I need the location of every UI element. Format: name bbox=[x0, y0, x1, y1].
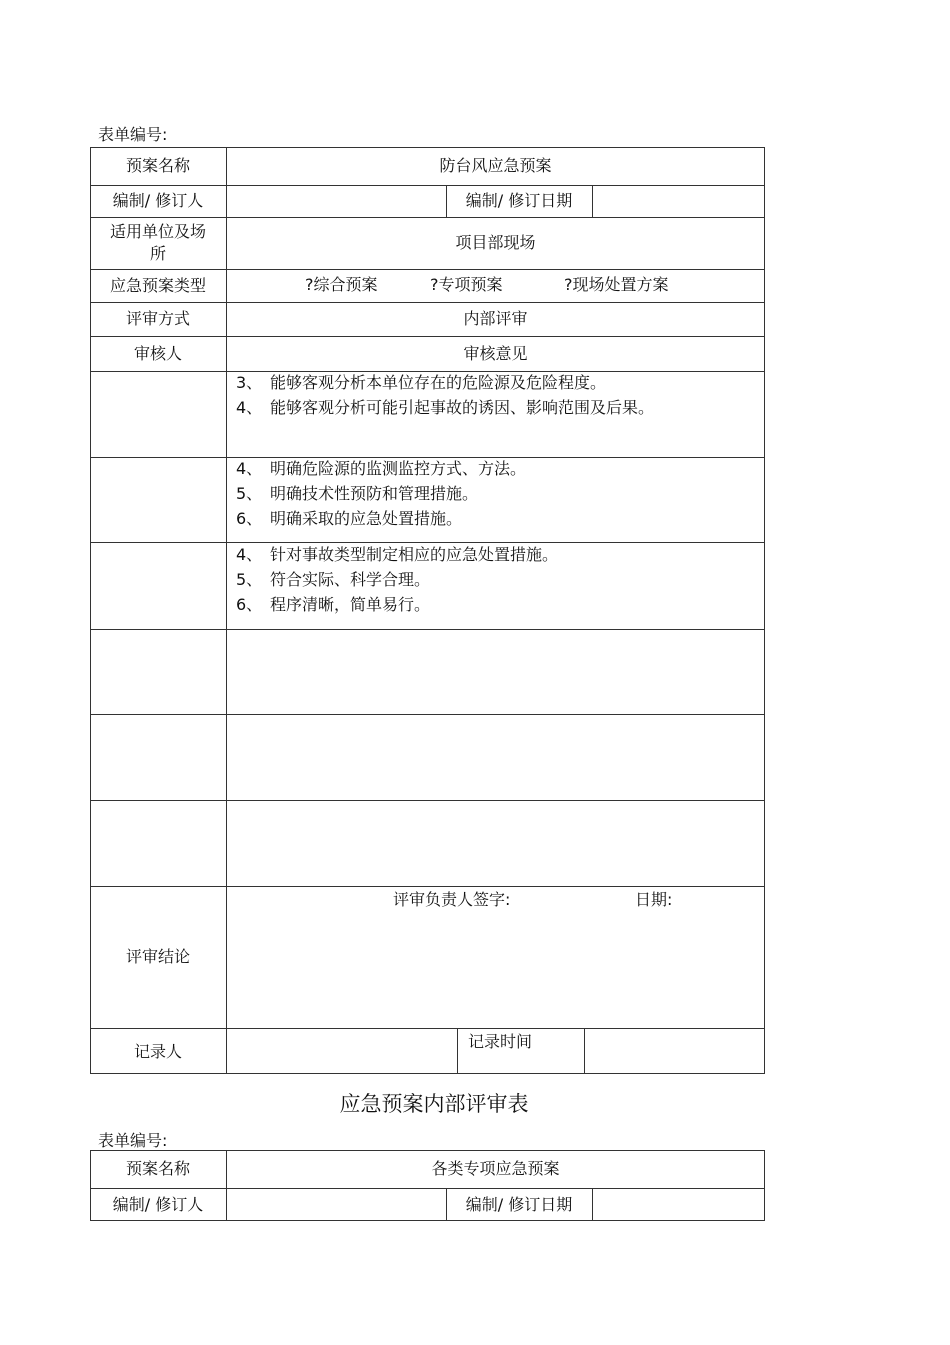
plan-type-option-special[interactable]: ?专项预案 bbox=[430, 275, 503, 294]
applicable-unit-label bbox=[90, 217, 226, 269]
list-item: 5、 符合实际、科学合理。 bbox=[236, 570, 431, 589]
edit-date-label: 编制/ 修订日期 bbox=[465, 191, 573, 210]
list-item: 6、 程序清晰，简单易行。 bbox=[236, 595, 431, 614]
form-number-label: 表单编号: bbox=[98, 125, 168, 144]
applicable-unit-value: 项目部现场 bbox=[455, 233, 536, 252]
list-item: 5、 明确技术性预防和管理措施。 bbox=[236, 484, 479, 503]
review-opinion-label: 审核意见 bbox=[463, 343, 528, 363]
editor-label: 编制/ 修订人 bbox=[112, 1194, 204, 1214]
plan-name-value: 各类专项应急预案 bbox=[431, 1159, 560, 1178]
editor-field[interactable] bbox=[227, 1189, 446, 1221]
edit-date-field[interactable] bbox=[593, 186, 765, 217]
editor-label: 编制/ 修订人 bbox=[112, 191, 204, 210]
edit-date-field[interactable] bbox=[593, 1189, 765, 1221]
signer-label: 评审负责人签字: bbox=[393, 890, 511, 909]
form-number-label: 表单编号: bbox=[98, 1131, 168, 1150]
review-opinion-field[interactable] bbox=[227, 630, 765, 714]
plan-type-label: 应急预案类型 bbox=[109, 275, 206, 295]
record-time-field[interactable] bbox=[585, 1029, 765, 1074]
review-method-label: 评审方式 bbox=[125, 309, 190, 328]
editor-field[interactable] bbox=[227, 186, 446, 217]
plan-type-option-onsite[interactable]: ?现场处置方案 bbox=[564, 275, 669, 294]
applicable-unit-label-line2: 所 bbox=[149, 244, 166, 263]
plan-name-value: 防台风应急预案 bbox=[439, 156, 552, 175]
conclusion-label: 评审结论 bbox=[125, 947, 190, 966]
date-label: 日期: bbox=[635, 890, 673, 909]
review-method-value: 内部评审 bbox=[463, 309, 528, 328]
review-opinion-field[interactable] bbox=[227, 715, 765, 800]
plan-name-label: 预案名称 bbox=[125, 156, 190, 175]
edit-date-label: 编制/ 修订日期 bbox=[465, 1194, 573, 1214]
list-item: 3、 能够客观分析本单位存在的危险源及危险程度。 bbox=[236, 373, 607, 392]
list-item: 6、 明确采取的应急处置措施。 bbox=[236, 509, 463, 528]
recorder-field[interactable] bbox=[227, 1029, 457, 1074]
review-opinion-field[interactable] bbox=[227, 801, 765, 886]
applicable-unit-label-line1: 适用单位及场 bbox=[109, 222, 206, 241]
list-item: 4、 明确危险源的监测监控方式、方法。 bbox=[236, 459, 527, 478]
plan-name-label: 预案名称 bbox=[125, 1159, 190, 1178]
list-item: 4、 针对事故类型制定相应的应急处置措施。 bbox=[236, 545, 559, 564]
page-title: 应急预案内部评审表 bbox=[339, 1092, 529, 1116]
list-item: 4、 能够客观分析可能引起事故的诱因、影响范围及后果。 bbox=[236, 398, 655, 417]
reviewer-label: 审核人 bbox=[133, 343, 182, 363]
recorder-label: 记录人 bbox=[133, 1042, 182, 1061]
record-time-label: 记录时间 bbox=[468, 1032, 533, 1051]
plan-type-option-comprehensive[interactable]: ?综合预案 bbox=[305, 275, 378, 294]
